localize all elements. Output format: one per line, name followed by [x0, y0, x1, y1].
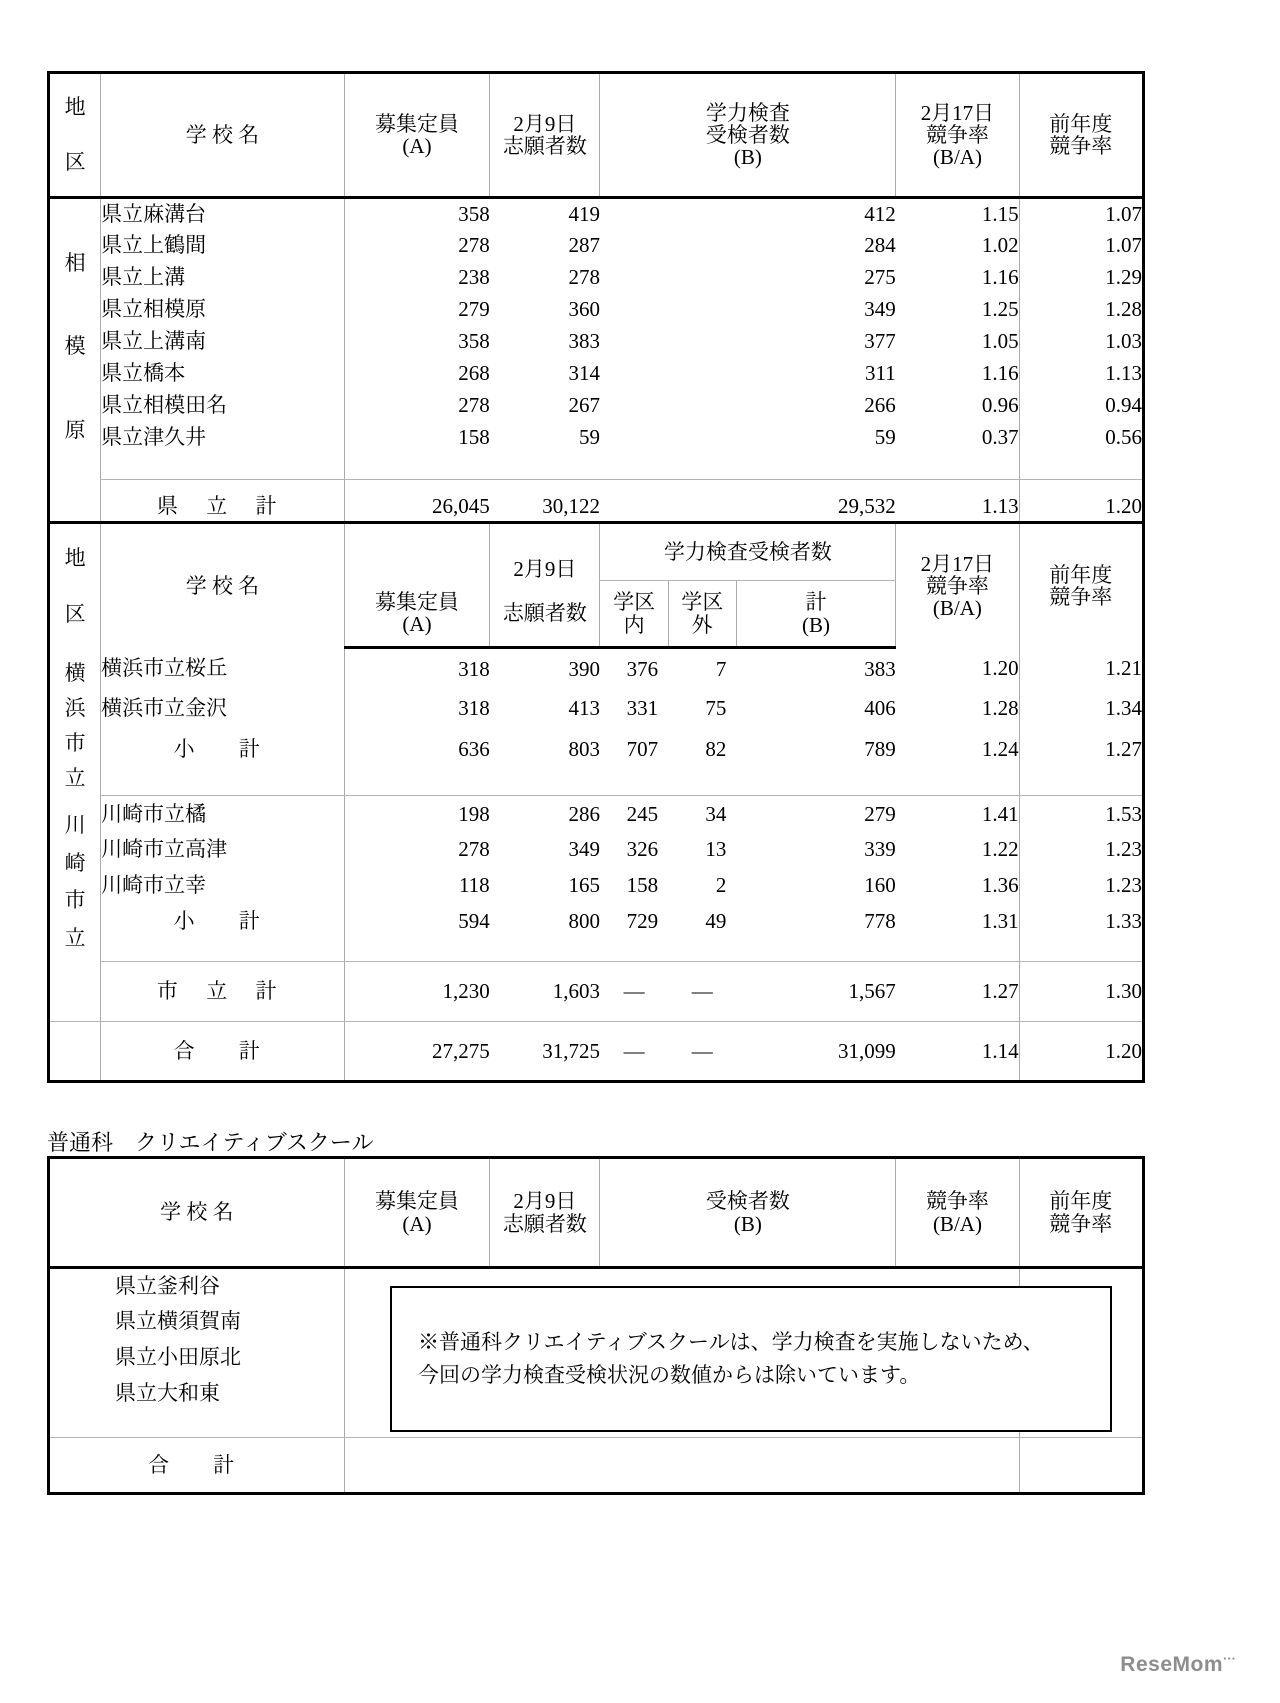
total-prev-ratio: [1019, 1438, 1143, 1494]
out-district-value: 34: [705, 801, 727, 826]
header-school-name: 学 校 名: [101, 73, 345, 198]
city-total-examinees: 1,567: [736, 962, 895, 1022]
district-label-sagamihara: [49, 198, 101, 480]
spacer-cell: [49, 1412, 345, 1438]
creative-total-row: [49, 1438, 1144, 1494]
out-district-value: 7: [715, 656, 727, 681]
header-prev-ratio: [1019, 1158, 1143, 1268]
header-examinees-total: [736, 581, 895, 648]
examinees-value: 406: [864, 696, 896, 721]
examinees-value: 160: [864, 873, 896, 898]
quota-value: 278: [344, 230, 489, 262]
district-char: 崎: [64, 850, 86, 875]
header-prev-line1: 前年度: [1049, 111, 1113, 136]
note-line-1: ※普通科クリエイティブスクールは、学力検査を実施しないため、: [418, 1330, 1044, 1355]
school-name: 県立津久井: [101, 422, 345, 454]
total-label: 県 立 計: [101, 480, 345, 535]
applicants-value: 383: [568, 329, 600, 354]
examinees-value: 383: [864, 656, 896, 681]
subtotal-applicants: 800: [568, 909, 600, 934]
spacer-cell: [600, 940, 668, 962]
table-row: [49, 358, 1144, 390]
grand-total-prev-ratio: 1.20: [1019, 1022, 1143, 1082]
quota-value: 268: [344, 358, 489, 390]
header-prev-line1: 前年度: [1049, 562, 1113, 587]
out-district-value: 13: [705, 837, 727, 862]
table-row: [49, 422, 1144, 454]
applicants-value: 314: [568, 361, 600, 386]
subtotal-in-district: 707: [626, 737, 659, 762]
prev-ratio-value: 0.56: [1019, 422, 1143, 454]
city-total-in-district: —: [600, 962, 668, 1022]
school-name: 県立横須賀南: [115, 1309, 241, 1334]
spacer-cell: [344, 454, 489, 480]
district-char: 立: [64, 765, 86, 790]
prev-ratio-value: 1.21: [1019, 648, 1143, 689]
total-label: 合 計: [148, 1452, 246, 1477]
quota-value: 118: [344, 868, 489, 904]
header-prev-line2: 競争率: [1049, 1211, 1113, 1236]
watermark-dots: ···: [1223, 1651, 1236, 1666]
header-district: [49, 73, 101, 198]
district-char: 相: [64, 250, 86, 275]
spacer-cell: [490, 769, 600, 795]
header-prev-ratio: [1019, 523, 1143, 648]
table-row: [49, 326, 1144, 358]
school-name: 横浜市立桜丘: [101, 648, 345, 689]
header-ratio-line1: 競争率: [925, 1189, 989, 1214]
table-row: [49, 230, 1144, 262]
table-row: [49, 832, 1144, 868]
spacer-cell: [490, 940, 600, 962]
table-row: [49, 868, 1144, 904]
applicants-value: 286: [568, 801, 600, 826]
table-row: [49, 294, 1144, 326]
district-char: 原: [64, 417, 86, 442]
prev-ratio-value: 1.07: [1019, 230, 1143, 262]
header-district: [49, 523, 101, 648]
spacer-cell: [1019, 454, 1143, 480]
creative-school-title: 普通科 クリエイティブスクール: [47, 1130, 374, 1155]
applicants-value: 390: [568, 656, 600, 681]
header-ratio-line2: (B/A): [932, 1211, 982, 1236]
header-applicants-line2: 志願者数: [502, 1211, 587, 1236]
spacer-cell: [490, 454, 600, 480]
table-spacer-row: [49, 940, 1144, 962]
table-row: [49, 390, 1144, 422]
district-char: 模: [64, 334, 86, 359]
quota-value: 318: [344, 688, 489, 729]
ratio-value: 1.36: [981, 873, 1019, 898]
school-name: 川崎市立高津: [101, 832, 345, 868]
header-quota-line2: (A): [402, 1211, 432, 1236]
quota-value: 318: [344, 648, 489, 689]
ratio-value: 1.20: [981, 655, 1019, 680]
total-prev-ratio: 1.20: [1019, 480, 1143, 535]
header-applicants-top: 2月9日: [490, 523, 600, 581]
city-total-prev-ratio: 1.30: [1019, 962, 1143, 1022]
district-label-kawasaki: [49, 796, 101, 962]
header-prev-line2: 競争率: [1049, 584, 1113, 609]
header-ratio: [896, 1158, 1019, 1268]
header-examinees-line3: (B): [733, 145, 762, 170]
quota-value: 358: [344, 326, 489, 358]
grand-total-quota: 27,275: [344, 1022, 489, 1082]
prev-ratio-value: 1.13: [1019, 358, 1143, 390]
spacer-cell: [668, 940, 736, 962]
header-out-district-line2: 外: [691, 612, 713, 637]
header-in-district-line2: 内: [623, 612, 645, 637]
examinees-value: 266: [864, 393, 896, 418]
subtotal-examinees: 778: [864, 909, 896, 934]
total-applicants: 30,122: [542, 494, 600, 519]
examinees-value: 311: [865, 361, 896, 386]
prev-ratio-value: 1.34: [1019, 688, 1143, 729]
applicants-value: 349: [568, 837, 600, 862]
subtotal-in-district: 729: [626, 909, 659, 934]
spacer-cell: [896, 769, 1019, 795]
prev-ratio-value: 1.29: [1019, 262, 1143, 294]
school-name: 県立上溝南: [101, 326, 345, 358]
ratio-value: 1.02: [981, 233, 1019, 258]
header-applicants-line1: 2月9日: [513, 1189, 577, 1214]
header-ratio-line2: 競争率: [925, 573, 989, 598]
school-name: 県立麻溝台: [101, 198, 345, 230]
school-name: 県立釜利谷: [115, 1274, 220, 1299]
header-ratio-line2: 競争率: [925, 122, 989, 147]
table-row: [49, 796, 1144, 832]
header-quota: [344, 73, 489, 198]
header-applicants-line1: 2月9日: [513, 111, 577, 136]
district-char: 立: [64, 925, 86, 950]
district-char: 市: [64, 888, 86, 913]
header-examinees: [600, 1158, 896, 1268]
header-ratio-line3: (B/A): [932, 595, 982, 620]
school-name: 県立橋本: [101, 358, 345, 390]
in-district-value: 326: [626, 837, 659, 862]
examinees-value: 279: [864, 801, 896, 826]
city-total-label: 市 立 計: [101, 962, 345, 1022]
district-char: 川: [64, 813, 86, 838]
table-row: [49, 688, 1144, 729]
subtotal-ratio: 1.31: [981, 909, 1019, 934]
header-in-district: [600, 581, 668, 648]
header-examinees: [600, 73, 896, 198]
grand-total-ratio: 1.14: [981, 1038, 1019, 1063]
prev-ratio-value: 1.28: [1019, 294, 1143, 326]
table-spacer-row: [49, 769, 1144, 795]
municipal-schools-table: [47, 521, 1145, 1083]
in-district-value: 245: [626, 801, 659, 826]
city-total-out-district: —: [668, 962, 736, 1022]
ratio-value: 1.25: [981, 297, 1019, 322]
quota-value: 278: [344, 832, 489, 868]
district-char: 横: [64, 660, 86, 685]
subtotal-quota: 594: [344, 904, 489, 940]
subtotal-row: [49, 729, 1144, 770]
school-name: 県立小田原北: [115, 1345, 241, 1370]
total-district-cell: [49, 962, 101, 1022]
table-row: [49, 262, 1144, 294]
grand-total-label: 合 計: [101, 1022, 345, 1082]
out-district-value: 2: [715, 873, 727, 898]
spacer-cell: [101, 454, 345, 480]
header-quota-line1: 募集定員: [374, 111, 459, 136]
header-ratio-line1: 2月17日: [920, 551, 995, 576]
district-char: 浜: [64, 695, 86, 720]
table-header-row-top: [49, 523, 1144, 581]
ratio-value: 1.28: [981, 696, 1019, 721]
header-examinees-total-line2: (B): [802, 612, 831, 637]
header-ratio-line3: (B/A): [932, 145, 982, 170]
city-total-quota: 1,230: [344, 962, 489, 1022]
examinees-value: 377: [864, 329, 896, 354]
subtotal-examinees: 789: [864, 737, 896, 762]
header-examinees-line2: (B): [733, 1211, 762, 1236]
header-school-name: 学 校 名: [101, 523, 345, 648]
table-row: [49, 648, 1144, 689]
grand-total-applicants: 31,725: [542, 1038, 600, 1063]
grand-total-in-district: —: [623, 1038, 645, 1063]
school-name: 川崎市立橘: [101, 796, 345, 832]
ratio-value: 0.96: [981, 393, 1019, 418]
note-text: [392, 1326, 1070, 1391]
subtotal-prev-ratio: 1.27: [1019, 729, 1143, 770]
school-name: 県立上溝: [101, 262, 345, 294]
header-prev-ratio: [1019, 73, 1143, 198]
subtotal-label: 小 計: [101, 729, 345, 770]
prev-ratio-value: 1.03: [1019, 326, 1143, 358]
subtotal-quota: 636: [344, 729, 489, 770]
grand-total-out-district: —: [691, 1038, 713, 1063]
applicants-value: 360: [568, 297, 600, 322]
spacer-cell: [1019, 769, 1143, 795]
school-name: 県立大和東: [115, 1381, 220, 1406]
prev-ratio-value: 1.23: [1019, 832, 1143, 868]
school-name: 県立相模原: [101, 294, 345, 326]
spacer-cell: [600, 769, 668, 795]
total-district-cell: [49, 1022, 101, 1082]
subtotal-ratio: 1.24: [981, 737, 1019, 762]
school-name: 横浜市立金沢: [101, 688, 345, 729]
header-examinees-line2: 受検者数: [705, 122, 790, 147]
in-district-value: 376: [626, 656, 659, 681]
prev-ratio-value: 1.07: [1019, 198, 1143, 230]
header-district-char: 区: [64, 150, 86, 175]
header-examinees-line1: 学力検査: [705, 100, 790, 125]
subtotal-prev-ratio: 1.33: [1019, 904, 1143, 940]
subtotal-label: 小 計: [101, 904, 345, 940]
table-spacer-row: [49, 454, 1144, 480]
header-out-district-line1: 学区: [681, 590, 724, 615]
header-quota: [344, 581, 489, 648]
examinees-value: 339: [864, 837, 896, 862]
subtotal-out-district: 82: [705, 737, 727, 762]
header-school-name: 学 校 名: [49, 1158, 345, 1268]
header-quota-line2: (A): [402, 134, 432, 158]
city-total-ratio: 1.27: [896, 962, 1019, 1022]
applicants-value: 165: [568, 873, 600, 898]
header-quota-line1: 募集定員: [374, 1189, 459, 1214]
spacer-cell: [101, 769, 345, 795]
watermark-text: ReseMom: [1120, 1653, 1223, 1676]
spacer-cell: [344, 940, 489, 962]
prefectural-schools-table: [47, 71, 1145, 536]
header-ratio-line1: 2月17日: [920, 100, 995, 125]
header-prev-line2: 競争率: [1049, 134, 1113, 158]
examinees-value: 275: [864, 265, 896, 290]
school-name: 県立相模田名: [101, 390, 345, 422]
ratio-value: 1.22: [981, 837, 1019, 862]
header-quota-line1: 募集定員: [374, 590, 459, 615]
applicants-value: 287: [568, 233, 600, 258]
header-in-district-line1: 学区: [613, 590, 656, 615]
spacer-cell: [1019, 940, 1143, 962]
header-quota: [344, 1158, 489, 1268]
subtotal-applicants: 803: [568, 737, 600, 762]
header-ratio: [896, 73, 1019, 198]
header-applicants: 志願者数: [490, 581, 600, 648]
in-district-value: 331: [626, 696, 659, 721]
table-header-row: [49, 1158, 1144, 1268]
header-district-char: 区: [64, 601, 86, 626]
total-applicants: [490, 1438, 600, 1494]
applicants-value: 278: [568, 265, 600, 290]
quota-value: 279: [344, 294, 489, 326]
spacer-cell: [344, 769, 489, 795]
total-quota: [344, 1438, 489, 1494]
quota-value: 238: [344, 262, 489, 294]
applicants-value: 59: [578, 425, 600, 450]
header-district-char: 地: [64, 95, 86, 120]
quota-value: 278: [344, 390, 489, 422]
header-out-district: [668, 581, 736, 648]
examinees-value: 59: [874, 425, 896, 450]
examinees-value: 284: [864, 233, 896, 258]
total-ratio: [896, 1438, 1019, 1494]
prev-ratio-value: 1.53: [1019, 796, 1143, 832]
spacer-cell: [736, 769, 895, 795]
grand-total-row: [49, 1022, 1144, 1082]
header-applicants: [490, 1158, 600, 1268]
prev-ratio-value: 1.23: [1019, 868, 1143, 904]
header-quota-line2: (A): [402, 612, 432, 637]
district-label-yokohama: [49, 648, 101, 796]
total-quota: 26,045: [344, 480, 489, 535]
ratio-value: 1.16: [981, 265, 1019, 290]
examinees-value: 349: [864, 297, 896, 322]
applicants-value: 419: [568, 202, 600, 227]
grand-total-examinees: 31,099: [838, 1038, 896, 1063]
school-name: 県立上鶴間: [101, 230, 345, 262]
watermark-resemom: [1120, 1651, 1236, 1677]
table-header-row: [49, 73, 1144, 198]
creative-school-note-box: [390, 1286, 1112, 1432]
spacer-cell: [896, 940, 1019, 962]
total-ratio: 1.13: [981, 494, 1019, 519]
city-total-row: [49, 962, 1144, 1022]
quota-value: 158: [344, 422, 489, 454]
header-applicants: [490, 73, 600, 198]
note-line-2: 今回の学力検査受検状況の数値からは除いています。: [418, 1363, 921, 1387]
header-applicants-line2: 志願者数: [502, 134, 587, 158]
total-examinees: 29,532: [838, 494, 896, 519]
prev-ratio-value: 0.94: [1019, 390, 1143, 422]
quota-value: 358: [344, 198, 489, 230]
quota-value: 198: [344, 796, 489, 832]
subtotal-row: [49, 904, 1144, 940]
spacer-cell: [896, 454, 1019, 480]
city-total-applicants: 1,603: [490, 962, 600, 1022]
header-ratio: [896, 523, 1019, 648]
school-name: 川崎市立幸: [101, 868, 345, 904]
header-examinees-total-line1: 計: [805, 590, 827, 615]
ratio-value: 1.41: [981, 801, 1019, 826]
applicants-value: 413: [568, 696, 600, 721]
in-district-value: 158: [626, 873, 659, 898]
header-quota-top: [344, 523, 489, 581]
subtotal-out-district: 49: [705, 909, 727, 934]
ratio-value: 1.05: [981, 329, 1019, 354]
out-district-value: 75: [705, 696, 727, 721]
header-examinees-line1: 受検者数: [705, 1189, 790, 1214]
ratio-value: 1.15: [981, 202, 1019, 227]
ratio-value: 1.16: [981, 361, 1019, 386]
header-examinees-group: 学力検査受検者数: [600, 523, 896, 581]
spacer-cell: [600, 454, 896, 480]
spacer-cell: [101, 940, 345, 962]
total-examinees: [600, 1438, 896, 1494]
ratio-value: 0.37: [981, 425, 1019, 450]
table-row: [49, 198, 1144, 230]
spacer-cell: [668, 769, 736, 795]
applicants-value: 267: [568, 393, 600, 418]
spacer-cell: [736, 940, 895, 962]
header-prev-line1: 前年度: [1049, 1189, 1113, 1214]
header-district-char: 地: [64, 545, 86, 570]
examinees-value: 412: [864, 202, 896, 227]
district-char: 市: [64, 730, 86, 755]
